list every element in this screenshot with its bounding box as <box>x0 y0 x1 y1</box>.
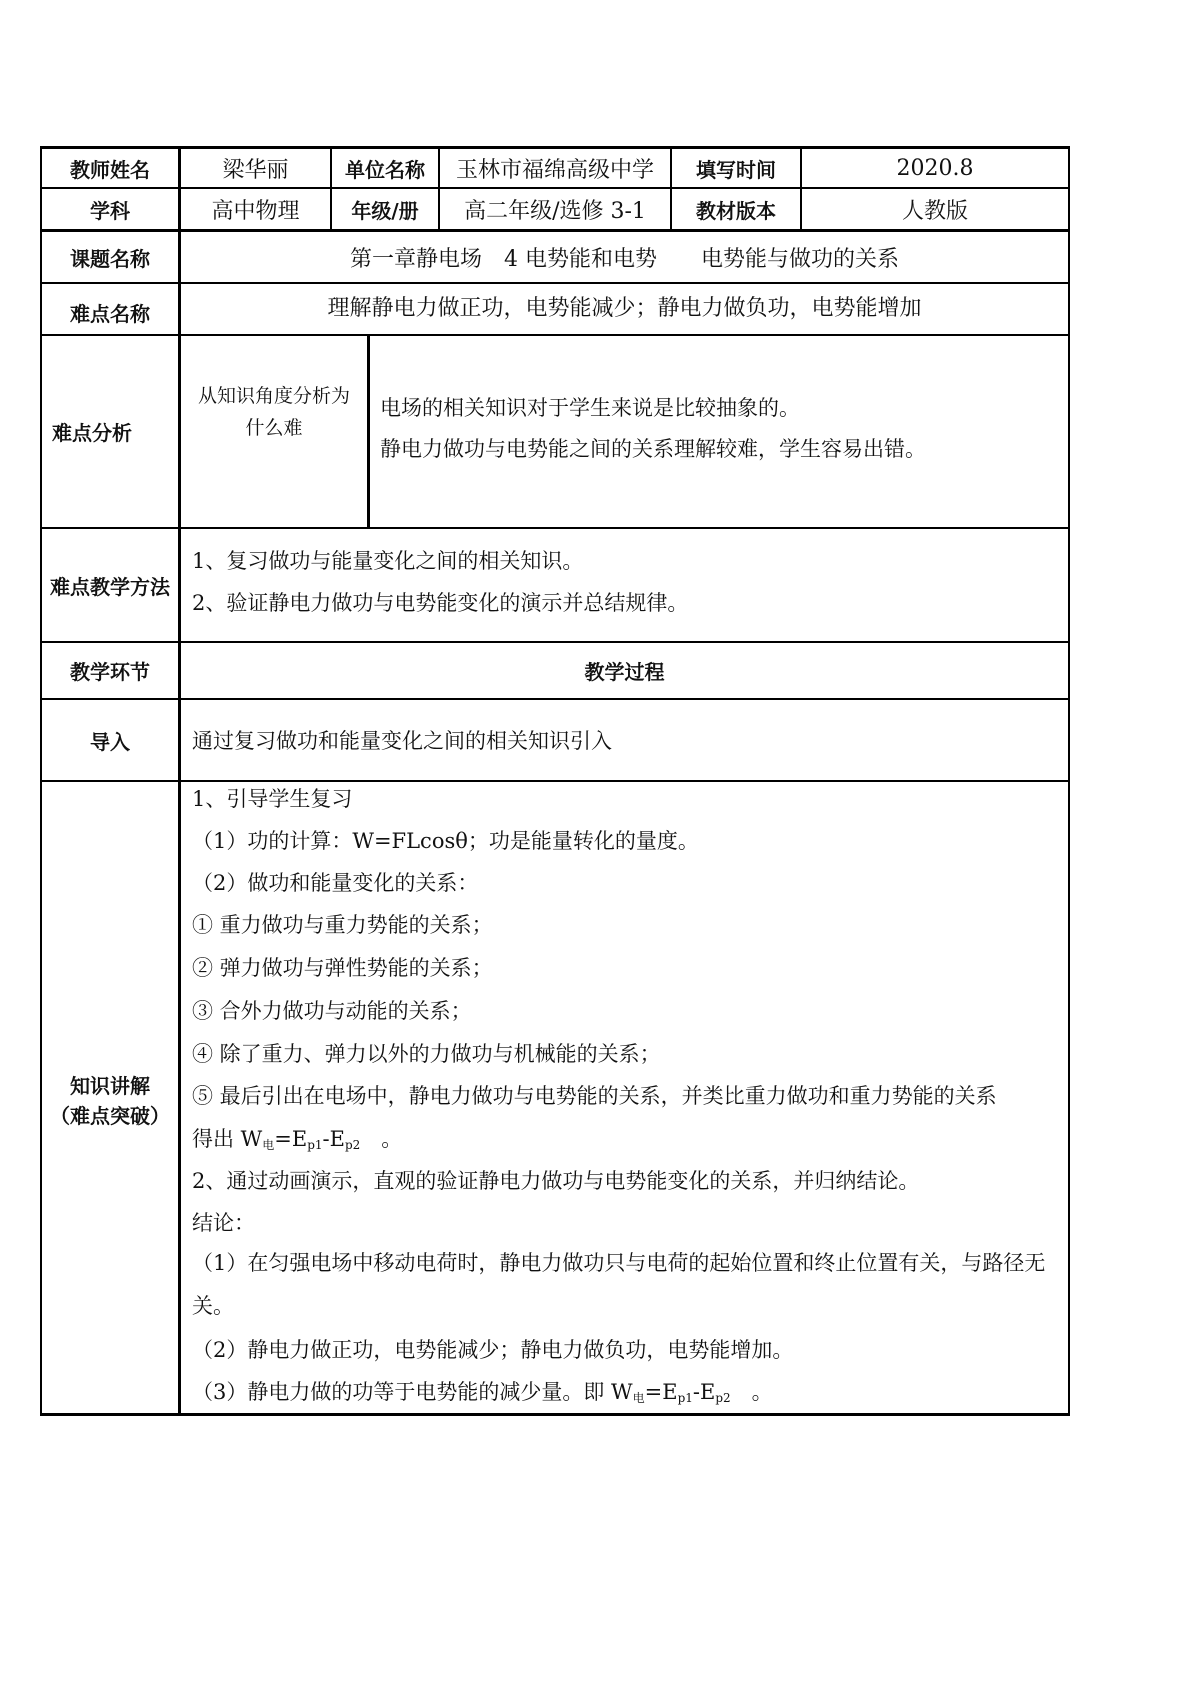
teacher-name-value: 梁华丽 <box>222 157 289 183</box>
formula-sub-p2: p2 <box>344 1138 361 1152</box>
teacher-name-label: 教师姓名 <box>70 157 150 182</box>
formula-sub-dian: 电 <box>262 1138 275 1152</box>
method-label: 难点教学方法 <box>50 574 170 599</box>
table-right-border <box>1068 146 1070 1416</box>
formula2-eq: =E <box>644 1380 678 1404</box>
formula-sub-p1: p1 <box>307 1138 323 1152</box>
knowledge-line-14 <box>192 1369 773 1421</box>
knowledge-line-1: 1、引导学生复习 <box>192 787 353 811</box>
knowledge-line-6: ③ 合外力做功与动能的关系； <box>192 999 472 1023</box>
process-header-label: 教学过程 <box>584 660 665 684</box>
knowledge-line-7: ④ 除了重力、弹力以外的力做功与机械能的关系； <box>192 1042 661 1066</box>
knowledge-line-11: 结论： <box>192 1211 255 1235</box>
fill-date-value: 2020.8 <box>896 155 974 181</box>
knowledge-line-12: （1）在匀强电场中移动电荷时，静电力做功只与电荷的起始位置和终止位置有关，与路径无关。 <box>192 1251 1046 1318</box>
analysis-line-2: 静电力做功与电势能之间的关系理解较难，学生容易出错。 <box>380 437 926 461</box>
subject-label: 学科 <box>90 198 130 223</box>
stage-header-label: 教学环节 <box>70 660 150 684</box>
formula2-sub-p1: p1 <box>677 1391 693 1405</box>
row-divider <box>40 527 1070 529</box>
fill-date-label: 填写时间 <box>696 157 776 182</box>
row-divider <box>40 698 1070 700</box>
formula-end: 。 <box>360 1127 403 1151</box>
intro-label: 导入 <box>90 729 130 754</box>
textbook-label: 教材版本 <box>696 198 776 223</box>
knowledge-line-5: ② 弹力做功与弹性势能的关系； <box>192 956 493 980</box>
grade-value: 高二年级/选修 3-1 <box>464 198 646 224</box>
knowledge-line-4: ① 重力做功与重力势能的关系； <box>192 913 493 937</box>
unit-name-value: 玉林市福绵高级中学 <box>455 157 654 183</box>
column-divider <box>367 334 370 528</box>
analysis-line-1: 电场的相关知识对于学生来说是比较抽象的。 <box>380 396 800 420</box>
formula2-prefix: （3）静电力做的功等于电势能的减少量。即 W <box>192 1380 633 1404</box>
method-line-2: 2、验证静电力做功与电势能变化的演示并总结规律。 <box>192 591 689 615</box>
textbook-value: 人教版 <box>901 198 968 224</box>
unit-name-label: 单位名称 <box>345 157 425 182</box>
formula2-minus: -E <box>692 1380 716 1404</box>
knowledge-line-2: （1）功的计算：W=FLcosθ；功是能量转化的量度。 <box>192 829 699 853</box>
difficulty-value: 理解静电力做正功，电势能减少；静电力做负功，电势能增加 <box>327 295 922 321</box>
knowledge-label-line-1: 知识讲解 <box>70 1074 150 1098</box>
knowledge-line-10: 2、通过动画演示，直观的验证静电力做功与电势能变化的关系，并归纳结论。 <box>192 1169 920 1193</box>
knowledge-label-line-2: （难点突破） <box>50 1104 170 1128</box>
intro-text: 通过复习做功和能量变化之间的相关知识引入 <box>192 729 612 753</box>
analysis-label: 难点分析 <box>52 421 132 445</box>
knowledge-line-3: （2）做功和能量变化的关系： <box>192 871 479 895</box>
subject-value: 高中物理 <box>211 198 300 224</box>
topic-label: 课题名称 <box>70 246 150 271</box>
analysis-sub-label: 从知识角度分析为什么难 <box>197 384 350 439</box>
knowledge-line-8: ⑤ 最后引出在电场中，静电力做功与电势能的关系，并类比重力做功和重力势能的关系 <box>192 1084 997 1108</box>
formula2-end: 。 <box>730 1380 773 1404</box>
knowledge-label <box>42 1068 178 1134</box>
grade-label: 年级/册 <box>351 198 419 223</box>
formula-prefix: 得出 W <box>192 1127 263 1151</box>
difficulty-label: 难点名称 <box>70 301 150 326</box>
formula2-sub-p2: p2 <box>715 1391 731 1405</box>
formula-eq: =E <box>274 1127 308 1151</box>
topic-value: 第一章静电场 4 电势能和电势 电势能与做功的关系 <box>350 246 899 272</box>
method-line-1: 1、复习做功与能量变化之间的相关知识。 <box>192 549 584 573</box>
formula-minus: -E <box>322 1127 345 1151</box>
knowledge-line-13: （2）静电力做正功，电势能减少；静电力做负功，电势能增加。 <box>192 1338 794 1362</box>
formula2-sub-dian: 电 <box>632 1391 645 1405</box>
